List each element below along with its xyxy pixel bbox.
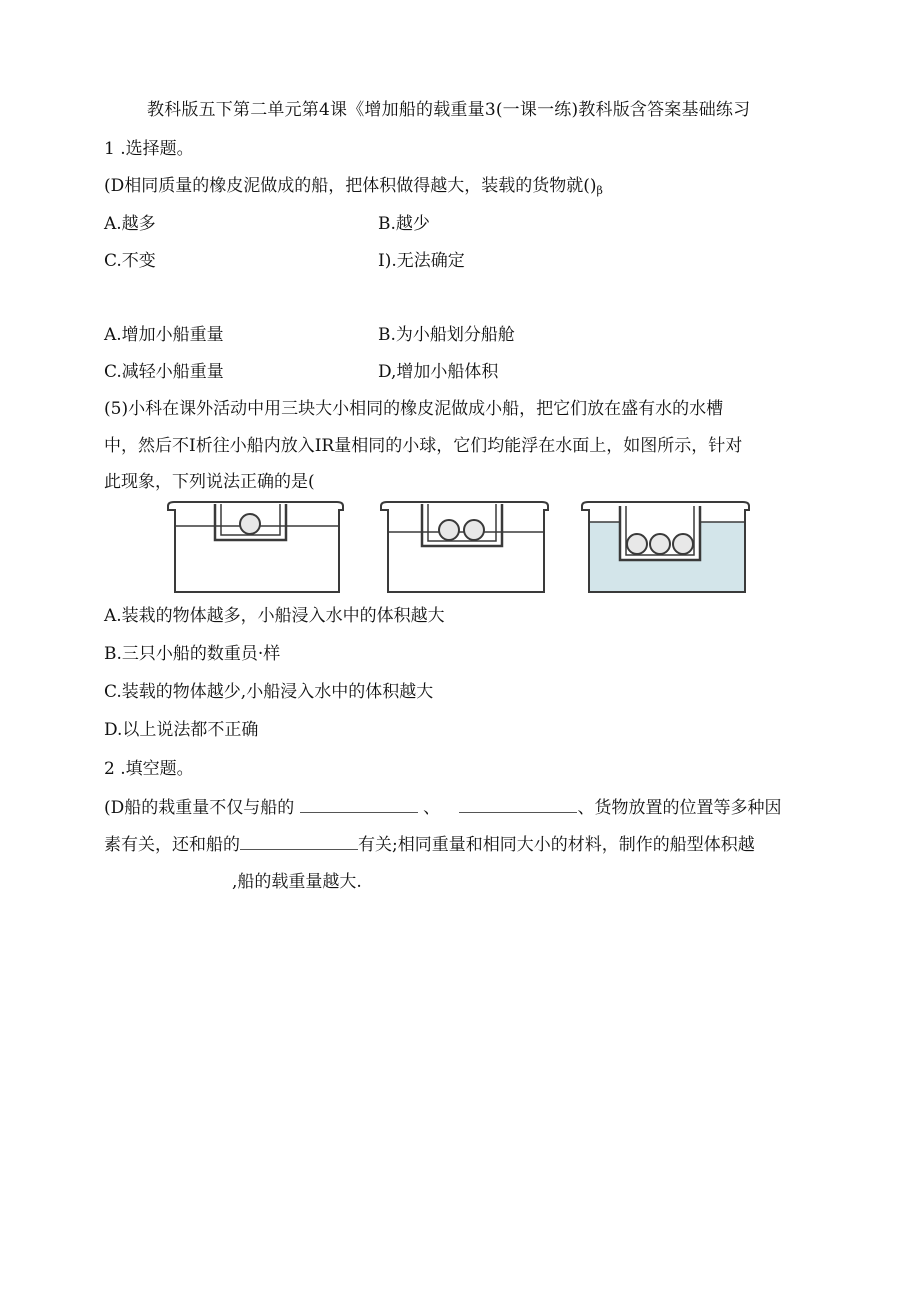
fill-q1-line1 [104, 796, 781, 820]
q5-stem-line3: 此现象，下列说法正确的是( [104, 472, 315, 492]
fill-q1-separator: 、 [423, 798, 441, 818]
boat-2 [422, 504, 502, 546]
ball [240, 514, 260, 534]
answer-blank-1[interactable] [300, 798, 418, 813]
fill-q1-text-a: (D船的栽重量不仅与船的 [104, 798, 295, 818]
page-title: 教科版五下第二单元第4课《增加船的载重量3(一课一练)教科版含答案基础练习 [147, 100, 751, 120]
q2-option-c: C.减轻小船重量 [104, 362, 224, 382]
q1-stem-text: (D相同质量的橡皮泥做成的船，把体积做得越大，装载的货物就() [104, 176, 597, 196]
tank-1 [168, 502, 343, 592]
section2-heading: 2 .填空题。 [104, 759, 194, 779]
q1-stem [104, 174, 603, 203]
q5-option-d: D.以上说法都不正确 [104, 720, 259, 740]
q5-option-b: B.三只小船的数重员·样 [104, 644, 281, 664]
ball [627, 534, 647, 554]
tank-2 [381, 502, 548, 592]
ball [673, 534, 693, 554]
ball [439, 520, 459, 540]
q1-option-d: I).无法确定 [378, 251, 465, 271]
q1-stem-tail: β [596, 184, 603, 197]
answer-blank-3[interactable] [240, 835, 358, 850]
fill-q1-text-d: 有关;相同重量和相同大小的材料，制作的船型体积越 [358, 835, 755, 855]
fill-q1-line2 [104, 833, 755, 857]
tank-3 [582, 502, 749, 592]
boat-tanks-figure [165, 500, 755, 602]
fill-q1-text-c: 素有关，还和船的 [104, 835, 240, 855]
q1-option-c: C.不变 [104, 251, 156, 271]
fill-q1-line3: ,船的载重量越大. [232, 872, 362, 892]
q1-option-b: B.越少 [378, 214, 430, 234]
fill-q1-text-b: 、货物放置的位置等多种因 [577, 798, 782, 818]
section1-heading: 1 .选择题。 [104, 139, 194, 159]
q5-stem-line1: (5)小科在课外活动中用三块大小相同的橡皮泥做成小船，把它们放在盛有水的水槽 [104, 399, 724, 419]
q5-option-a: A.装栽的物体越多，小船浸入水中的体积越大 [104, 606, 445, 626]
answer-blank-2[interactable] [459, 798, 577, 813]
q1-option-a: A.越多 [104, 214, 156, 234]
q2-option-b: B.为小船划分船舱 [378, 325, 515, 345]
q5-option-c: C.装载的物体越少,小船浸入水中的体积越大 [104, 682, 434, 702]
ball [650, 534, 670, 554]
ball [464, 520, 484, 540]
q2-option-a: A.增加小船重量 [104, 325, 224, 345]
q2-option-d: D,增加小船体积 [378, 362, 499, 382]
q5-stem-line2: 中，然后不I析往小船内放入IR量相同的小球，它们均能浮在水面上，如图所示，针对 [104, 436, 743, 456]
